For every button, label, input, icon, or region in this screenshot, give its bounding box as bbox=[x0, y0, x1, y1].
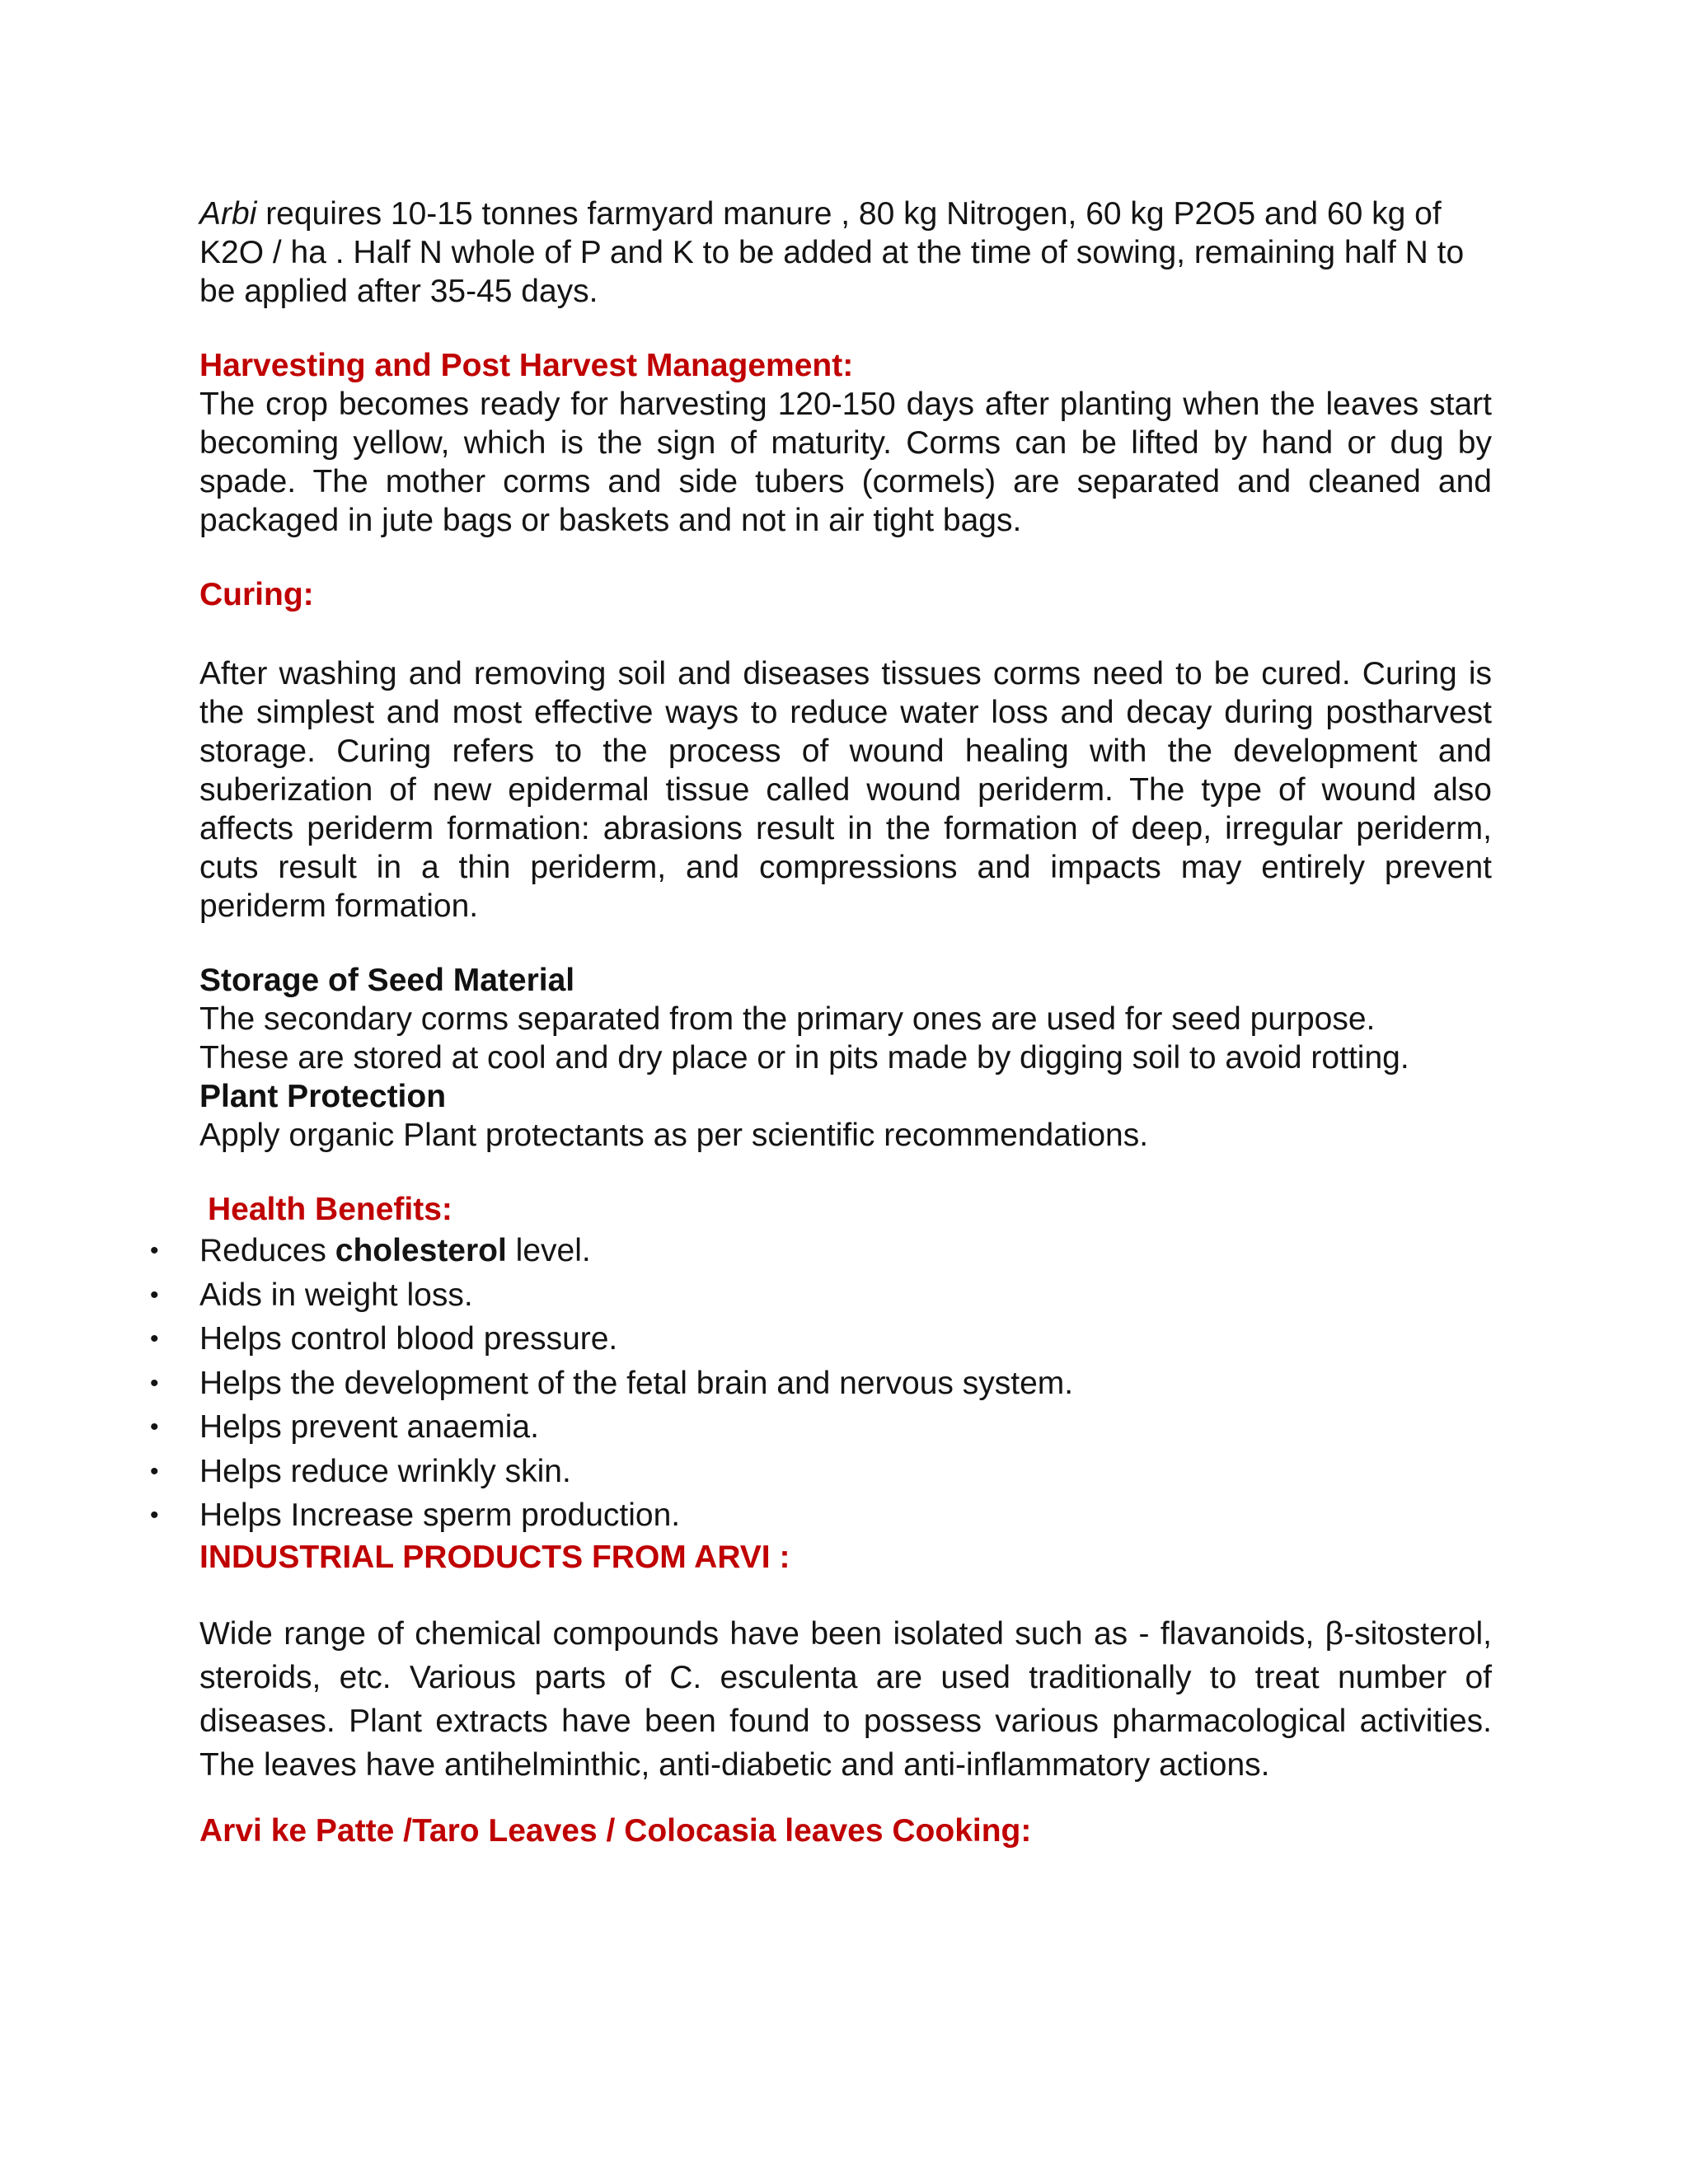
health-benefits-list bbox=[150, 1229, 1492, 1538]
list-item: • Helps Increase sperm production. bbox=[199, 1493, 1492, 1538]
industrial-section bbox=[199, 1538, 1492, 1787]
list-item: • Helps control blood pressure. bbox=[199, 1317, 1492, 1361]
bullet-icon: • bbox=[150, 1281, 159, 1309]
list-item: • Helps the development of the fetal brain and nervous system. bbox=[199, 1361, 1492, 1406]
curing-paragraph: After washing and removing soil and diseases tissues corms need to be cured. Curing is the simplest and most effective ways to reduce water loss and decay during postharvest storage. Curing refers to the process of wound healing with the development and suberization of new epidermal tissue called wound periderm. The type of wound also affects periderm formation: abrasions result in the formation of deep, irregular periderm, cuts result in a thin periderm, and compressions and impacts may entirely prevent periderm formation. bbox=[199, 656, 1492, 924]
list-item: • Helps prevent anaemia. bbox=[199, 1405, 1492, 1450]
storage-line-1: The secondary corms separated from the primary ones are used for seed purpose. bbox=[199, 1001, 1376, 1037]
storage-heading: Storage of Seed Material bbox=[199, 963, 575, 998]
harvesting-paragraph: The crop becomes ready for harvesting 120-150 days after planting when the leaves start becoming yellow, which is the sign of maturity. Corms can be lifted by hand or dug by spade. The mother corms and side tubers (cormels) are separated and cleaned and packaged in jute bags or baskets and not in air tight bags. bbox=[199, 387, 1492, 538]
cooking-heading: Arvi ke Patte /Taro Leaves / Colocasia leaves Cooking: bbox=[199, 1812, 1032, 1849]
harvesting-heading: Harvesting and Post Harvest Management: bbox=[199, 348, 854, 383]
curing-heading: Curing: bbox=[199, 577, 314, 612]
protection-heading: Plant Protection bbox=[199, 1079, 447, 1114]
bullet-icon: • bbox=[150, 1502, 159, 1529]
list-item: • Helps reduce wrinkly skin. bbox=[199, 1450, 1492, 1494]
bullet-icon: • bbox=[150, 1369, 159, 1397]
list-item: • Aids in weight loss. bbox=[199, 1273, 1492, 1318]
bullet-icon: • bbox=[150, 1237, 159, 1264]
crop-name: Arbi bbox=[199, 196, 257, 232]
bold-term: cholesterol bbox=[335, 1233, 507, 1268]
industrial-paragraph: Wide range of chemical compounds have been isolated such as - flavanoids, β-sitosterol, steroids, etc. Various parts of C. esculenta are used traditionally to treat number of diseases. Plant extracts have been found to possess various pharmacological activities. The leaves have antihelminthic, anti-diabetic and anti-inflammatory actions. bbox=[199, 1615, 1492, 1783]
health-heading: Health Benefits: bbox=[208, 1192, 452, 1227]
bullet-icon: • bbox=[150, 1325, 159, 1352]
storage-line-2: These are stored at cool and dry place or in pits made by digging soil to avoid rotting. bbox=[199, 1040, 1409, 1076]
industrial-heading: INDUSTRIAL PRODUCTS FROM ARVI : bbox=[199, 1539, 790, 1575]
fertilizer-paragraph bbox=[199, 194, 1485, 311]
list-item: • Reduces cholesterol level. bbox=[199, 1229, 1492, 1273]
protection-paragraph: Apply organic Plant protectants as per scientific recommendations. bbox=[199, 1118, 1149, 1153]
document-page bbox=[150, 194, 1492, 1850]
bullet-icon: • bbox=[150, 1457, 159, 1485]
bullet-icon: • bbox=[150, 1413, 159, 1441]
fertilizer-text: requires 10-15 tonnes farmyard manure , 80 kg Nitrogen, 60 kg P2O5 and 60 kg of K2O / ha . Half N whole of P and K to be added at the time of sowing, remaining half N to be applied after 35-45 days. bbox=[199, 196, 1465, 309]
